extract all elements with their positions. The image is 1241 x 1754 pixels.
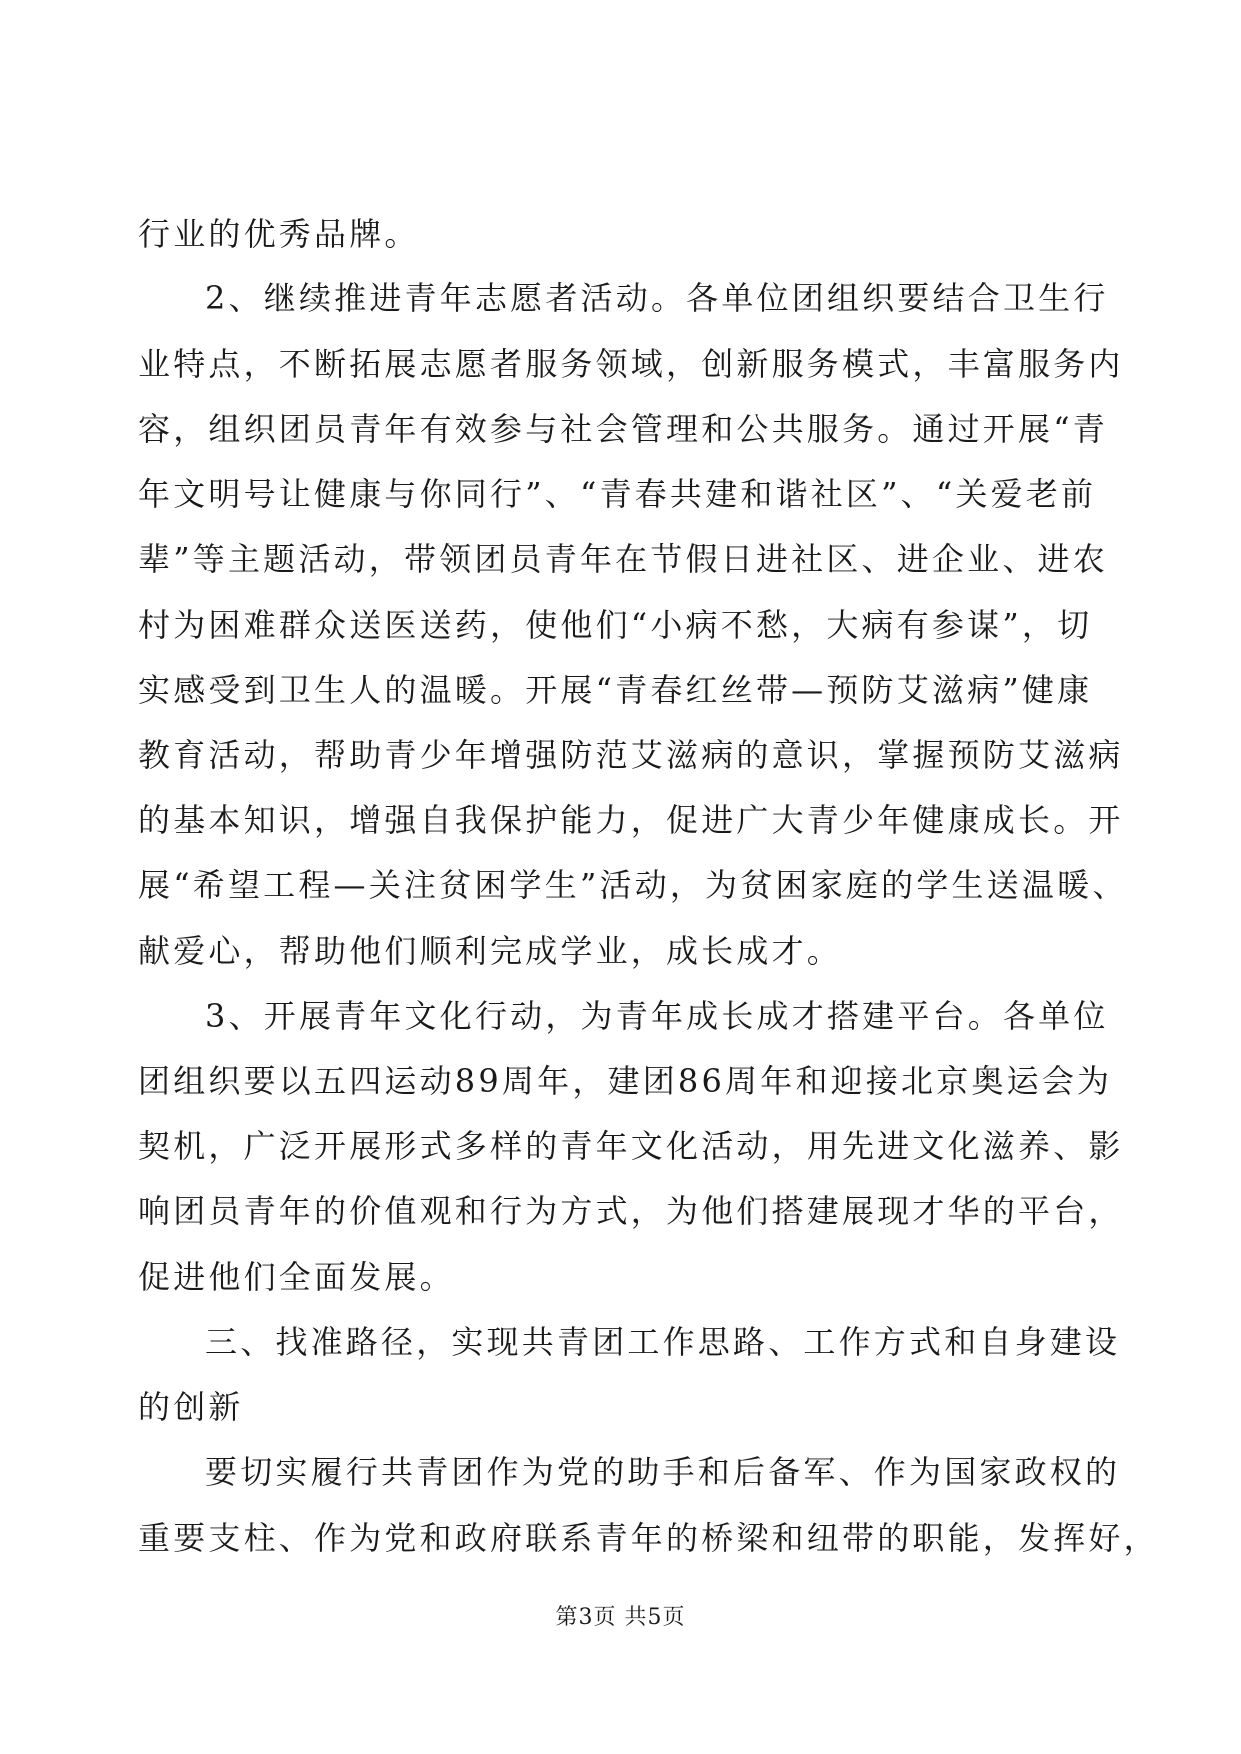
text-line: 辈”等主题活动，带领团员青年在节假日进社区、进企业、进农 [138, 540, 1108, 578]
text-line: 教育活动，帮助青少年增强防范艾滋病的意识，掌握预防艾滋病 [138, 736, 1124, 774]
text-line: 村为困难群众送医送药，使他们“小病不愁，大病有参谋”，切 [138, 606, 1093, 644]
text-line: 响团员青年的价值观和行为方式，为他们搭建展现才华的平台， [138, 1192, 1124, 1230]
text-line: 契机，广泛开展形式多样的青年文化活动，用先进文化滋养、影 [138, 1127, 1124, 1165]
text-line: 容，组织团员青年有效参与社会管理和公共服务。通过开展“青 [138, 410, 1108, 448]
text-line: 实感受到卫生人的温暖。开展“青春红丝带—预防艾滋病”健康 [138, 671, 1093, 709]
text-line: 促进他们全面发展。 [138, 1258, 455, 1296]
section-heading: 三、找准路径，实现共青团工作思路、工作方式和自身建设 [205, 1323, 1121, 1361]
section-heading: 的创新 [138, 1388, 244, 1426]
text-line: 的基本知识，增强自我保护能力，促进广大青少年健康成长。开 [138, 801, 1124, 839]
text-line: 重要支柱、作为党和政府联系青年的桥梁和纽带的职能，发挥好， [138, 1519, 1159, 1557]
text-line: 行业的优秀品牌。 [138, 215, 420, 253]
text-line: 3、开展青年文化行动，为青年成长成才搭建平台。各单位 [205, 997, 1109, 1035]
text-line: 2、继续推进青年志愿者活动。各单位团组织要结合卫生行 [205, 279, 1109, 317]
text-line: 团组织要以五四运动89周年，建团86周年和迎接北京奥运会为 [138, 1062, 1113, 1100]
text-line: 献爱心，帮助他们顺利完成学业，成长成才。 [138, 932, 843, 970]
text-line: 展“希望工程—关注贫困学生”活动，为贫困家庭的学生送温暖、 [138, 866, 1128, 904]
page-number-footer: 第3页 共5页 [555, 1605, 686, 1630]
text-line: 业特点，不断拓展志愿者服务领域，创新服务模式，丰富服务内 [138, 345, 1124, 383]
text-line: 年文明号让健康与你同行”、“青春共建和谐社区”、“关爱老前 [138, 475, 1097, 513]
text-line: 要切实履行共青团作为党的助手和后备军、作为国家政权的 [205, 1453, 1121, 1491]
